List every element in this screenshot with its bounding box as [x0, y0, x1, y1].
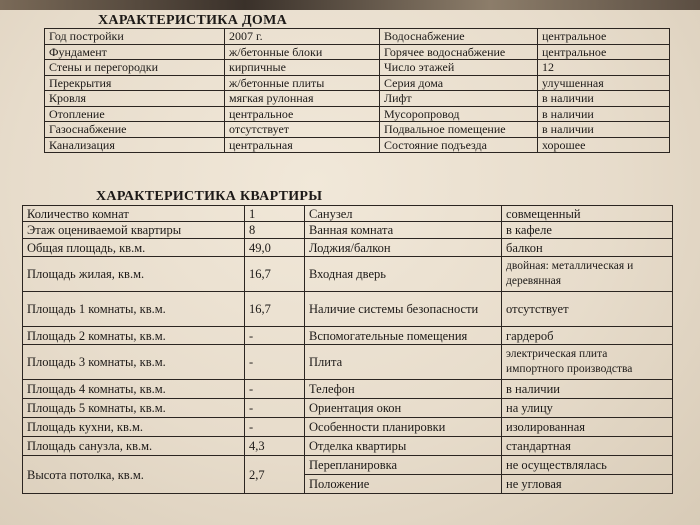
apt-value: изолированная — [502, 418, 673, 437]
apt-value: двойная: металлическая и деревянная — [502, 257, 673, 292]
table-row — [45, 122, 670, 138]
apt-value: не осуществлялась — [502, 456, 673, 475]
apt-value: на улицу — [502, 399, 673, 418]
apt-label: Этаж оцениваемой квартиры — [23, 222, 245, 239]
house-value: центральная — [225, 137, 380, 153]
table-row — [45, 106, 670, 122]
house-label: Подвальное помещение — [380, 122, 538, 138]
apt-label: Площадь жилая, кв.м. — [23, 257, 245, 292]
apt-label: Площадь 5 комнаты, кв.м. — [23, 399, 245, 418]
apt-label: Вспомогательные помещения — [305, 327, 502, 345]
house-value: в наличии — [538, 122, 670, 138]
table-row — [23, 437, 673, 456]
apt-label: Ориентация окон — [305, 399, 502, 418]
table-row — [45, 137, 670, 153]
house-value: улучшенная — [538, 75, 670, 91]
house-label: Водоснабжение — [380, 29, 538, 45]
house-label: Газоснабжение — [45, 122, 225, 138]
table-row — [45, 91, 670, 107]
apt-value: балкон — [502, 239, 673, 257]
table-row — [23, 239, 673, 257]
house-label: Горячее водоснабжение — [380, 44, 538, 60]
table-row — [45, 75, 670, 91]
table-row — [23, 327, 673, 345]
apt-label: Ванная комната — [305, 222, 502, 239]
house-value: в наличии — [538, 91, 670, 107]
house-value: ж/бетонные блоки — [225, 44, 380, 60]
house-label: Стены и перегородки — [45, 60, 225, 76]
table-row — [23, 292, 673, 327]
apt-label: Перепланировка — [305, 456, 502, 475]
house-label: Число этажей — [380, 60, 538, 76]
apt-label: Общая площадь, кв.м. — [23, 239, 245, 257]
apt-label: Наличие системы безопасности — [305, 292, 502, 327]
apt-label: Площадь 2 комнаты, кв.м. — [23, 327, 245, 345]
house-value: отсутствует — [225, 122, 380, 138]
house-label: Мусоропровод — [380, 106, 538, 122]
apt-value: не угловая — [502, 475, 673, 494]
house-label: Состояние подъезда — [380, 137, 538, 153]
house-value: хорошее — [538, 137, 670, 153]
apt-value: 4,3 — [245, 437, 305, 456]
house-table — [44, 28, 670, 153]
house-value: мягкая рулонная — [225, 91, 380, 107]
apt-value: в наличии — [502, 380, 673, 399]
house-label: Лифт — [380, 91, 538, 107]
house-value: ж/бетонные плиты — [225, 75, 380, 91]
apt-label: Лоджия/балкон — [305, 239, 502, 257]
photo-top-edge — [0, 0, 700, 10]
apt-label: Входная дверь — [305, 257, 502, 292]
apt-value: стандартная — [502, 437, 673, 456]
apt-value: 16,7 — [245, 257, 305, 292]
apt-label: Площадь санузла, кв.м. — [23, 437, 245, 456]
house-label: Фундамент — [45, 44, 225, 60]
apt-label: Телефон — [305, 380, 502, 399]
apt-value: совмещенный — [502, 206, 673, 222]
house-label: Год постройки — [45, 29, 225, 45]
apt-label: Высота потолка, кв.м. — [23, 456, 245, 494]
apt-label: Площадь 1 комнаты, кв.м. — [23, 292, 245, 327]
apt-label: Особенности планировки — [305, 418, 502, 437]
house-label: Перекрытия — [45, 75, 225, 91]
house-label: Кровля — [45, 91, 225, 107]
table-row — [23, 399, 673, 418]
apartment-table — [22, 205, 673, 494]
apt-value: - — [245, 399, 305, 418]
apt-label: Положение — [305, 475, 502, 494]
table-row — [23, 380, 673, 399]
table-row — [45, 29, 670, 45]
table-row — [23, 257, 673, 292]
house-value: 2007 г. — [225, 29, 380, 45]
apt-label: Санузел — [305, 206, 502, 222]
table-row — [23, 206, 673, 222]
apt-value: 1 — [245, 206, 305, 222]
house-value: центральное — [225, 106, 380, 122]
table-row — [23, 345, 673, 380]
table-row — [23, 456, 673, 475]
house-value: центральное — [538, 44, 670, 60]
apt-value: 49,0 — [245, 239, 305, 257]
table-row — [23, 418, 673, 437]
apt-value: - — [245, 327, 305, 345]
apt-label: Площадь 4 комнаты, кв.м. — [23, 380, 245, 399]
apt-value: отсутствует — [502, 292, 673, 327]
house-value: 12 — [538, 60, 670, 76]
house-value: центральное — [538, 29, 670, 45]
table-row — [23, 222, 673, 239]
house-label: Серия дома — [380, 75, 538, 91]
apt-value: 16,7 — [245, 292, 305, 327]
apartment-section-title: ХАРАКТЕРИСТИКА КВАРТИРЫ — [96, 189, 323, 204]
apt-value: электрическая плита импортного производства — [502, 345, 673, 380]
house-label: Отопление — [45, 106, 225, 122]
table-row — [45, 44, 670, 60]
apt-value: - — [245, 345, 305, 380]
apt-label: Отделка квартиры — [305, 437, 502, 456]
table-row — [45, 60, 670, 76]
apt-label: Площадь 3 комнаты, кв.м. — [23, 345, 245, 380]
apt-label: Плита — [305, 345, 502, 380]
apt-value: в кафеле — [502, 222, 673, 239]
house-label: Канализация — [45, 137, 225, 153]
apt-value: 2,7 — [245, 456, 305, 494]
apt-value: гардероб — [502, 327, 673, 345]
house-value: в наличии — [538, 106, 670, 122]
apt-label: Площадь кухни, кв.м. — [23, 418, 245, 437]
house-section-title: ХАРАКТЕРИСТИКА ДОМА — [98, 13, 288, 28]
apt-value: 8 — [245, 222, 305, 239]
apt-value: - — [245, 418, 305, 437]
apt-value: - — [245, 380, 305, 399]
apt-label: Количество комнат — [23, 206, 245, 222]
house-value: кирпичные — [225, 60, 380, 76]
